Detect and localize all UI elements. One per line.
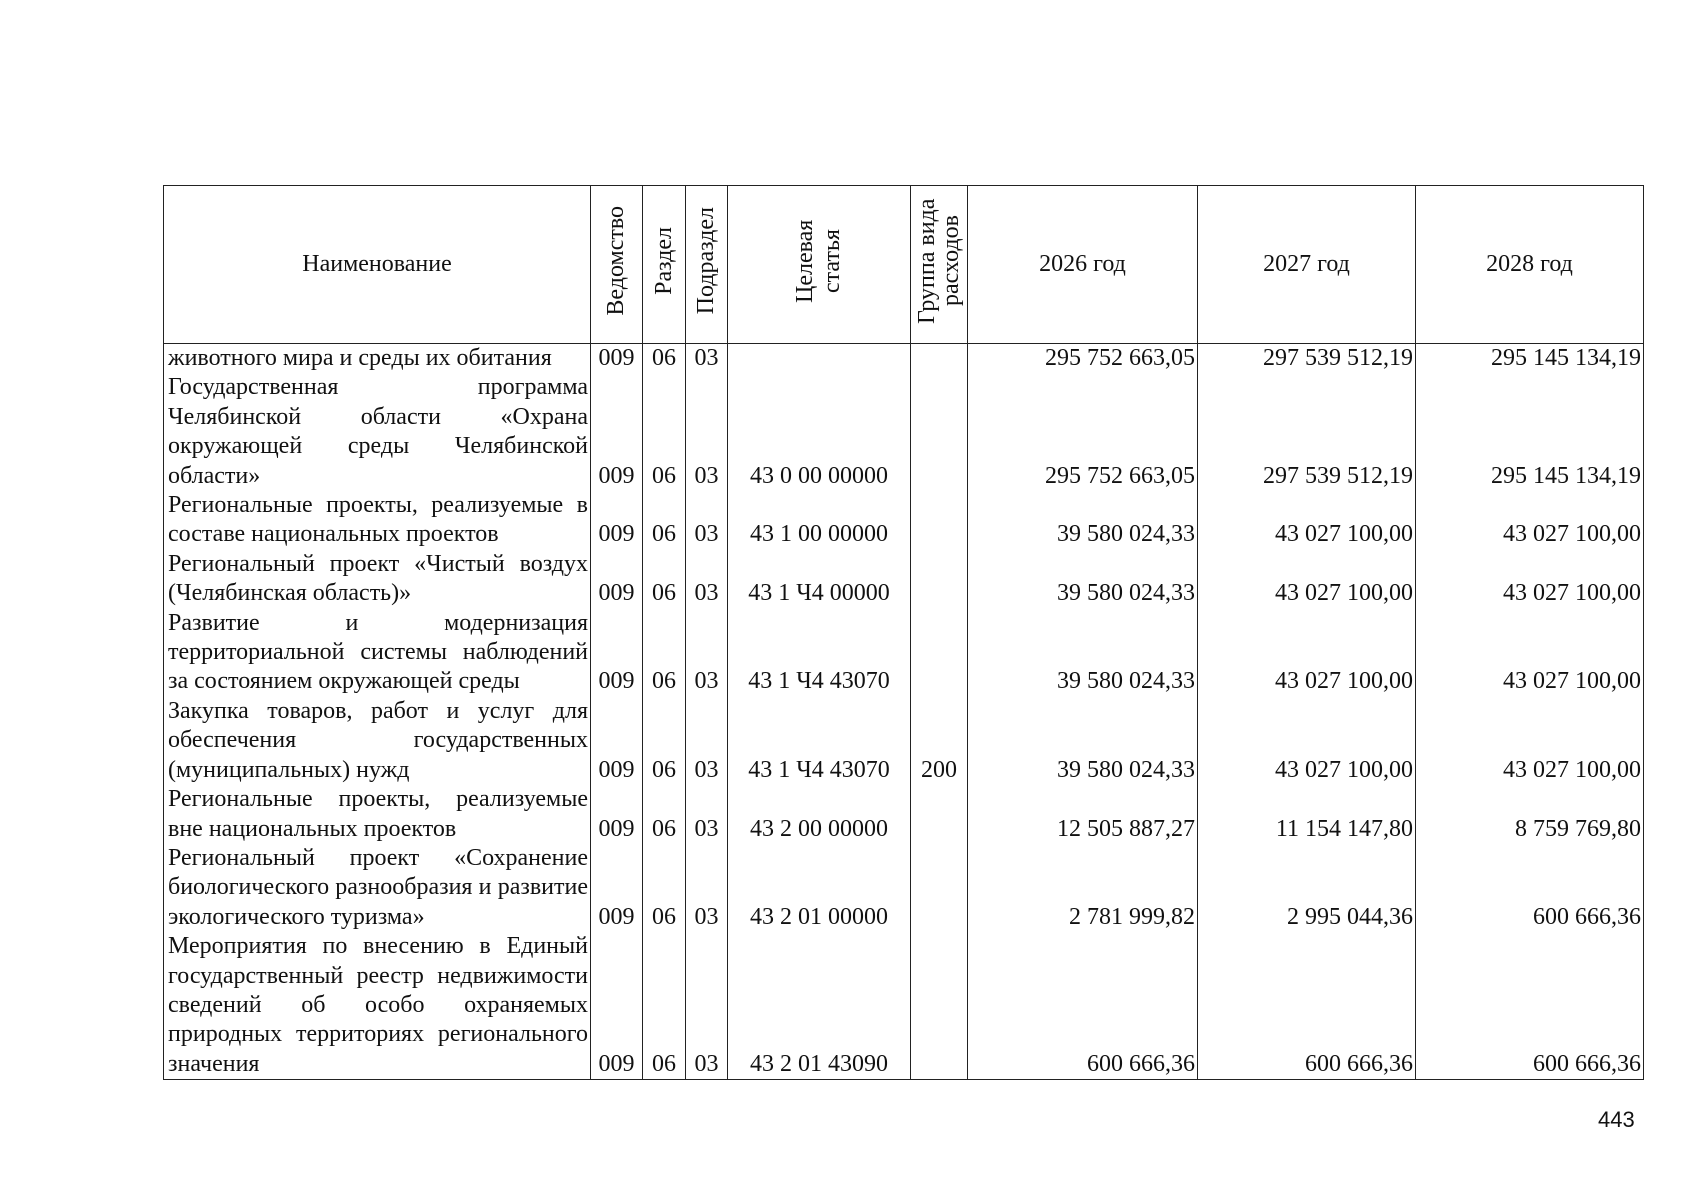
row-amount-2026: 39 580 024,33 <box>968 491 1198 550</box>
header-section <box>643 186 686 344</box>
budget-table <box>163 185 1644 1080</box>
row-name: Закупка товаров, работ и услуг для обеспечения государственных (муниципальных) нужд <box>164 697 591 785</box>
row-amount-2026: 600 666,36 <box>968 932 1198 1080</box>
row-amount-2028: 600 666,36 <box>1416 844 1644 932</box>
table-row <box>164 491 1644 550</box>
header-expense-group-label: Группа вида расходов <box>914 198 964 324</box>
row-amount-2027: 297 539 512,19 <box>1198 373 1416 491</box>
row-amount-2028: 43 027 100,00 <box>1416 609 1644 697</box>
row-amount-2027: 11 154 147,80 <box>1198 785 1416 844</box>
row-expense-group: 200 <box>911 697 968 785</box>
row-amount-2028: 43 027 100,00 <box>1416 697 1644 785</box>
row-name: Региональный проект «Чистый воздух (Челябинская область)» <box>164 550 591 609</box>
row-name: Мероприятия по внесению в Единый государственный реестр недвижимости сведений об особо охраняемых природных территориях регионального значения <box>164 932 591 1080</box>
table-row <box>164 373 1644 491</box>
row-expense-group <box>911 373 968 491</box>
header-2028-label: 2028 год <box>1486 251 1573 277</box>
row-amount-2026: 39 580 024,33 <box>968 609 1198 697</box>
row-section: 06 <box>643 344 686 374</box>
row-target-article <box>728 344 911 374</box>
row-amount-2026: 39 580 024,33 <box>968 697 1198 785</box>
table-row <box>164 550 1644 609</box>
row-subsection: 03 <box>686 697 728 785</box>
row-expense-group <box>911 609 968 697</box>
table-row <box>164 344 1644 374</box>
row-department: 009 <box>591 697 643 785</box>
row-section: 06 <box>643 373 686 491</box>
row-amount-2027: 43 027 100,00 <box>1198 491 1416 550</box>
row-section: 06 <box>643 550 686 609</box>
row-section: 06 <box>643 697 686 785</box>
row-target-article: 43 0 00 00000 <box>728 373 911 491</box>
row-subsection: 03 <box>686 785 728 844</box>
header-name <box>164 186 591 344</box>
header-department-label: Ведомство <box>603 206 629 316</box>
row-amount-2028: 8 759 769,80 <box>1416 785 1644 844</box>
row-subsection: 03 <box>686 609 728 697</box>
row-amount-2028: 295 145 134,19 <box>1416 373 1644 491</box>
row-target-article: 43 2 01 00000 <box>728 844 911 932</box>
row-amount-2027: 2 995 044,36 <box>1198 844 1416 932</box>
row-subsection: 03 <box>686 491 728 550</box>
header-section-label: Раздел <box>650 227 677 295</box>
header-target-article <box>728 186 911 344</box>
row-expense-group <box>911 491 968 550</box>
row-section: 06 <box>643 785 686 844</box>
row-amount-2027: 43 027 100,00 <box>1198 609 1416 697</box>
row-subsection: 03 <box>686 932 728 1080</box>
row-amount-2027: 43 027 100,00 <box>1198 697 1416 785</box>
row-amount-2026: 295 752 663,05 <box>968 373 1198 491</box>
header-name-label: Наименование <box>302 251 452 277</box>
row-target-article: 43 2 01 43090 <box>728 932 911 1080</box>
table-row <box>164 785 1644 844</box>
row-section: 06 <box>643 491 686 550</box>
row-name: Региональные проекты, реализуемые в составе национальных проектов <box>164 491 591 550</box>
row-department: 009 <box>591 609 643 697</box>
row-name: Государственная программа Челябинской области «Охрана окружающей среды Челябинской области» <box>164 373 591 491</box>
row-target-article: 43 1 00 00000 <box>728 491 911 550</box>
header-2026-label: 2026 год <box>1039 251 1126 277</box>
row-department: 009 <box>591 932 643 1080</box>
row-amount-2028: 295 145 134,19 <box>1416 344 1644 374</box>
row-name: животного мира и среды их обитания <box>164 344 591 374</box>
row-name: Региональный проект «Сохранение биологического разнообразия и развитие экологического туризма» <box>164 844 591 932</box>
header-expense-group <box>911 186 968 344</box>
row-amount-2027: 297 539 512,19 <box>1198 344 1416 374</box>
row-section: 06 <box>643 932 686 1080</box>
row-expense-group <box>911 550 968 609</box>
row-expense-group <box>911 785 968 844</box>
table-row <box>164 609 1644 697</box>
row-subsection: 03 <box>686 844 728 932</box>
row-amount-2027: 600 666,36 <box>1198 932 1416 1080</box>
row-expense-group <box>911 344 968 374</box>
row-name: Региональные проекты, реализуемые вне национальных проектов <box>164 785 591 844</box>
header-subsection <box>686 186 728 344</box>
table-header-row <box>164 186 1644 344</box>
header-target-article-label: Целевая статья <box>792 219 845 303</box>
row-amount-2026: 12 505 887,27 <box>968 785 1198 844</box>
row-target-article: 43 1 Ч4 43070 <box>728 697 911 785</box>
row-department: 009 <box>591 373 643 491</box>
row-subsection: 03 <box>686 550 728 609</box>
page-number: 443 <box>1598 1107 1635 1132</box>
table-row <box>164 844 1644 932</box>
row-amount-2026: 39 580 024,33 <box>968 550 1198 609</box>
header-department <box>591 186 643 344</box>
header-subsection-label: Подраздел <box>693 207 719 315</box>
row-name: Развитие и модернизация территориальной системы наблюдений за состоянием окружающей среды <box>164 609 591 697</box>
row-department: 009 <box>591 344 643 374</box>
row-subsection: 03 <box>686 344 728 374</box>
row-amount-2026: 2 781 999,82 <box>968 844 1198 932</box>
row-amount-2026: 295 752 663,05 <box>968 344 1198 374</box>
row-amount-2028: 43 027 100,00 <box>1416 550 1644 609</box>
row-subsection: 03 <box>686 373 728 491</box>
row-department: 009 <box>591 491 643 550</box>
row-department: 009 <box>591 844 643 932</box>
header-2026 <box>968 186 1198 344</box>
row-amount-2028: 43 027 100,00 <box>1416 491 1644 550</box>
row-target-article: 43 2 00 00000 <box>728 785 911 844</box>
row-department: 009 <box>591 785 643 844</box>
row-target-article: 43 1 Ч4 00000 <box>728 550 911 609</box>
row-section: 06 <box>643 844 686 932</box>
table-row <box>164 697 1644 785</box>
header-2028 <box>1416 186 1644 344</box>
header-2027 <box>1198 186 1416 344</box>
table-row <box>164 932 1644 1080</box>
row-amount-2027: 43 027 100,00 <box>1198 550 1416 609</box>
row-target-article: 43 1 Ч4 43070 <box>728 609 911 697</box>
row-section: 06 <box>643 609 686 697</box>
row-department: 009 <box>591 550 643 609</box>
row-amount-2028: 600 666,36 <box>1416 932 1644 1080</box>
row-expense-group <box>911 932 968 1080</box>
row-expense-group <box>911 844 968 932</box>
header-2027-label: 2027 год <box>1263 251 1350 277</box>
